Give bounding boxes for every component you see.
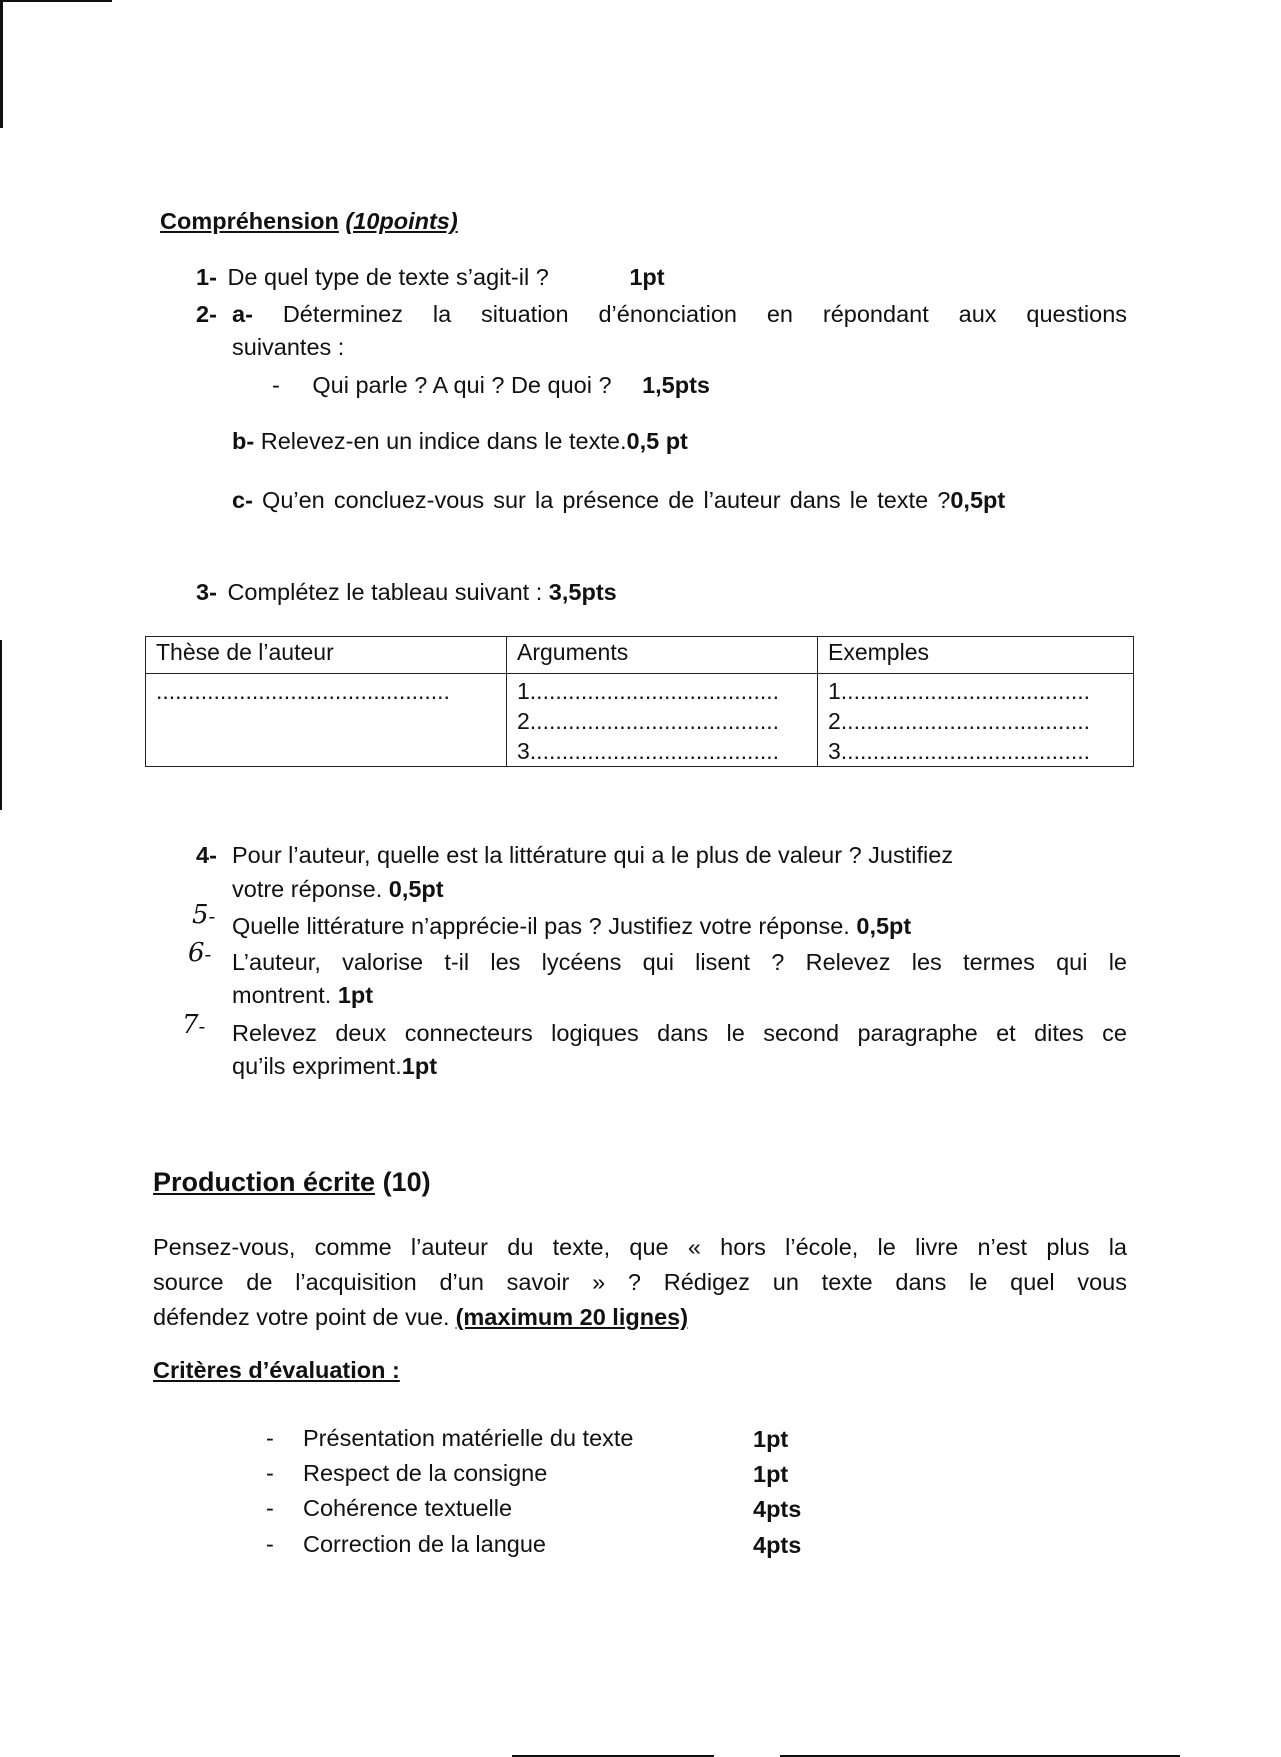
question-6-line1 [232,946,1127,978]
these-blank: .............................................. [156,678,450,704]
question-7-line1 [232,1017,1127,1049]
sub-label-b: b- [232,428,255,454]
question-4-number [196,839,217,871]
production-line3 [153,1301,688,1333]
question-2c [232,484,1127,516]
question-5 [232,910,911,942]
question-text: Complétez le tableau suivant : [227,579,543,605]
exemple-line-3: 3....................................... [828,738,1091,764]
criteria-points: 1pt [753,1461,789,1487]
arguments-cell[interactable] [507,674,818,767]
header-exemples: Exemples [818,637,1134,674]
header-arguments: Arguments [507,637,818,674]
table-header-row [146,637,1134,674]
question-number: 4- [196,842,217,868]
criteria-points: 4pts [753,1532,802,1558]
question-text: Pour l’auteur, quelle est la littérature qui a le plus de valeur ? Justifiez [232,842,954,868]
question-7-number: 7- [182,1010,206,1040]
comprehension-points: (10points) [345,208,458,234]
argument-line-2: 2....................................... [517,708,780,734]
handwritten-number: 5 [192,900,209,930]
question-number: 1- [196,264,217,290]
question-text: De quel type de texte s’agit-il ? [227,264,549,290]
question-5-number: 5- [192,900,216,930]
question-1 [196,261,665,293]
question-points: 3,5pts [548,579,617,605]
table-row [146,674,1134,767]
header-these: Thèse de l’auteur [146,637,507,674]
argument-line-1: 1....................................... [517,678,780,704]
question-text: suivantes : [232,334,345,360]
question-points: 0,5pt [950,487,1006,513]
question-points: 1pt [401,1053,438,1079]
question-number: 3- [196,579,217,605]
criteria-label: Présentation matérielle du texte [303,1425,634,1451]
question-4-line2 [232,873,444,905]
bullet-dash: - [272,372,280,398]
argument-line-3: 3....................................... [517,738,780,764]
exemples-cell[interactable] [818,674,1134,767]
question-points: 0,5 pt [626,428,688,454]
question-2-number [196,298,217,330]
criteria-dash: - [266,1425,274,1451]
question-points: 1pt [337,982,374,1008]
question-2a-line2 [232,331,344,363]
criteria-heading [153,1354,400,1386]
handwritten-number: 7 [182,1010,199,1040]
production-line2 [153,1266,1127,1298]
criteria-label: Correction de la langue [303,1531,546,1557]
exemple-line-1: 1....................................... [828,678,1091,704]
sub-label-c: c- [232,487,253,513]
exemple-line-2: 2....................................... [828,708,1091,734]
question-points: 0,5pt [388,876,444,902]
criteria-label: Cohérence textuelle [303,1495,513,1521]
question-text: Qu’en concluez-vous sur la présence de l’auteur dans le texte ? [262,487,951,513]
question-6-number: 6- [188,938,212,968]
question-2a-line1 [232,298,1127,330]
question-7-line2 [232,1050,437,1082]
question-text: votre réponse. [232,876,383,902]
comprehension-title: Compréhension [160,208,339,234]
question-text: Relevez-en un indice dans le texte. [260,428,627,454]
prompt-text: source de l’acquisition d’un savoir » ? Rédigez un texte dans le quel vous [153,1269,1127,1295]
scan-border-top [0,0,112,2]
question-text: montrent. [232,982,332,1008]
question-number: 2- [196,301,217,327]
question-6-line2 [232,979,373,1011]
question-points: 1pt [629,264,665,290]
prompt-text: Pensez-vous, comme l’auteur du texte, que « hors l’école, le livre n’est plus la [153,1234,1127,1260]
bullet-text: Qui parle ? A qui ? De quoi ? [312,372,612,398]
production-title: Production écrite [153,1167,376,1197]
question-3 [196,576,617,608]
criteria-dash: - [266,1460,274,1486]
question-4-line1 [232,839,953,871]
criteria-dash: - [266,1531,274,1557]
criteria-title: Critères d’évaluation : [153,1357,400,1383]
comprehension-heading [160,205,458,237]
question-text: L’auteur, valorise t-il les lycéens qui lisent ? Relevez les termes qui le [232,949,1127,975]
answer-table [145,636,1134,767]
question-text: Relevez deux connecteurs logiques dans le second paragraphe et dites ce [232,1020,1127,1046]
production-line1 [153,1231,1127,1263]
production-points: (10) [382,1167,431,1197]
handwritten-number: 6 [188,938,205,968]
question-points: 1,5pts [642,372,710,398]
these-cell[interactable] [146,674,507,767]
question-text: qu’ils expriment. [232,1053,402,1079]
question-2b [232,425,688,457]
question-points: 0,5pt [856,913,912,939]
scan-border-left-lower [0,640,2,810]
length-constraint: (maximum 20 lignes) [455,1304,689,1330]
question-2a-bullet [272,369,710,401]
criteria-points: 1pt [753,1426,789,1452]
scan-border-left [0,0,3,128]
question-text: Déterminez la situation d’énonciation en répondant aux questions [282,301,1128,327]
production-heading [153,1164,431,1200]
prompt-text: défendez votre point de vue. [153,1304,450,1330]
criteria-dash: - [266,1495,274,1521]
question-text: Quelle littérature n’apprécie-il pas ? Justifiez votre réponse. [232,913,850,939]
criteria-label: Respect de la consigne [303,1460,548,1486]
sub-label-a: a- [232,301,253,327]
criteria-points: 4pts [753,1496,802,1522]
